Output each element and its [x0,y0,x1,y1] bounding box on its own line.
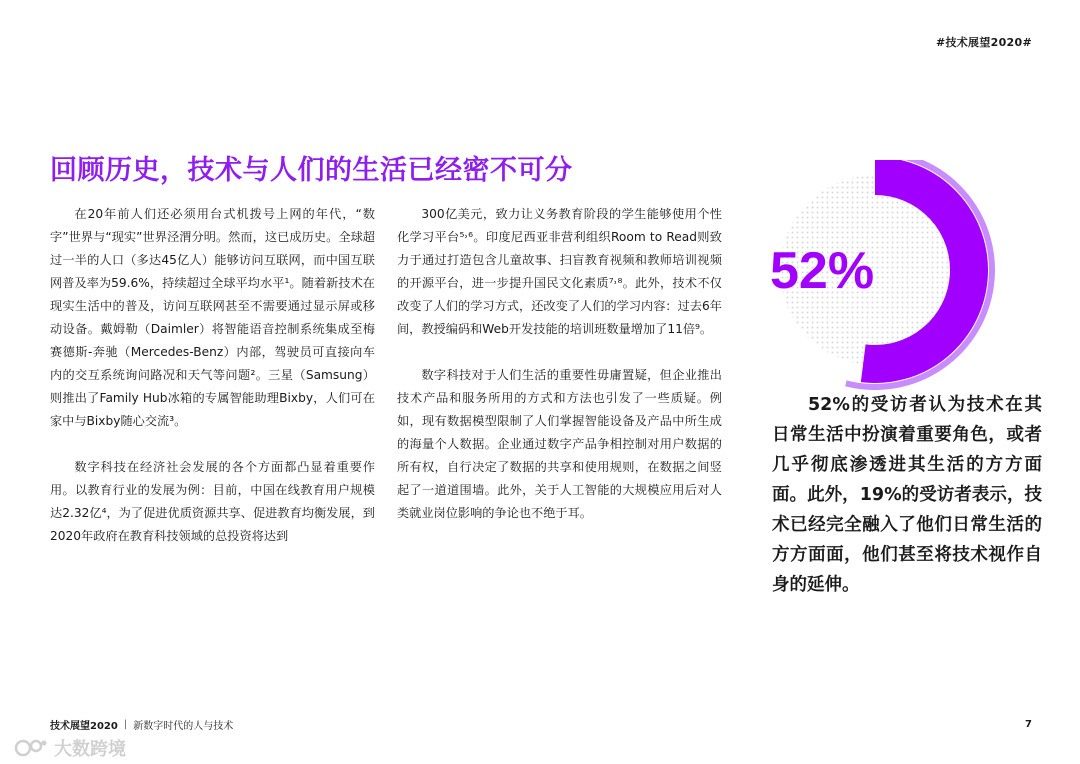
page-footer [50,717,1032,732]
watermark-text: 大数跨境 [54,739,126,760]
footer-subtitle: 新数字时代的人与技术 [133,721,234,732]
page-title: 回顾历史，技术与人们的生活已经密不可分 [50,155,573,186]
body-column-middle [397,203,722,548]
paragraph: 300亿美元，致力让义务教育阶段的学生能够使用个性化学习平台⁵˒⁶。印度尼西亚非营利组织Room to Read则致力于通过打造包含儿童故事、扫盲教育视频和教师培训视频的开源平台，进一步提升国民文化素质⁷˒⁸。此外，技术不仅改变了人们的学习方式，还改变了人们的学习内容：过去6年间，教授编码和Web开发技能的培训班数量增加了11倍⁹。 [397,207,722,336]
stat-value: 52% [770,242,875,300]
report-hashtag: #技术展望2020# [935,36,1032,49]
page-number: 7 [1025,719,1032,730]
paragraph: 数字科技在经济社会发展的各个方面都凸显着重要作用。以教育行业的发展为例：目前，中国在线教育用户规模达2.32亿⁴，为了促进优质资源共享、促进教育均衡发展，到2020年政府在教育科技领域的总投资将达到 [50,460,375,543]
paragraph: 数字科技对于人们生活的重要性毋庸置疑，但企业推出技术产品和服务所用的方式和方法也引发了一些质疑。例如，现有数据模型限制了人们掌握智能设备及产品中所生成的海量个人数据。企业通过数字产品争相控制对用户数据的所有权，自行决定了数据的共享和使用规则，在数据之间竖起了一道道围墙。此外，关于人工智能的大规模应用后对人类就业岗位影响的争论也不绝于耳。 [397,368,722,520]
footer-separator: | [123,719,128,730]
stat-caption-text: 52%的受访者认为技术在其日常生活中扮演着重要角色，或者几乎彻底渗透进其生活的方方面面。此外，19%的受访者表示，技术已经完全融入了他们日常生活的方方面面，他们甚至将技术视作自身的延伸。 [772,395,1042,595]
footer-brand: 技术展望2020 [50,721,118,732]
body-column-left [50,203,375,571]
stat-donut-graphic [770,160,1010,390]
watermark [14,735,126,761]
watermark-logo-icon [14,737,48,759]
stat-caption [772,390,1042,600]
paragraph: 在20年前人们还必须用台式机拨号上网的年代，“数字”世界与“现实”世界泾渭分明。然而，这已成历史。全球超过一半的人口（多达45亿人）能够访问互联网，而中国互联网普及率为59.6%，持续超过全球平均水平¹。随着新技术在现实生活中的普及，访问互联网甚至不需要通过显示屏或移动设备。戴姆勒（Daimler）将智能语音控制系统集成至梅赛德斯-奔驰（Mercedes-Benz）内部，驾驶员可直接向车内的交互系统询问路况和天气等问题²。三星（Samsung）则推出了Family Hub冰箱的专属智能助理Bixby，人们可在家中与Bixby随心交流³。 [50,207,375,428]
